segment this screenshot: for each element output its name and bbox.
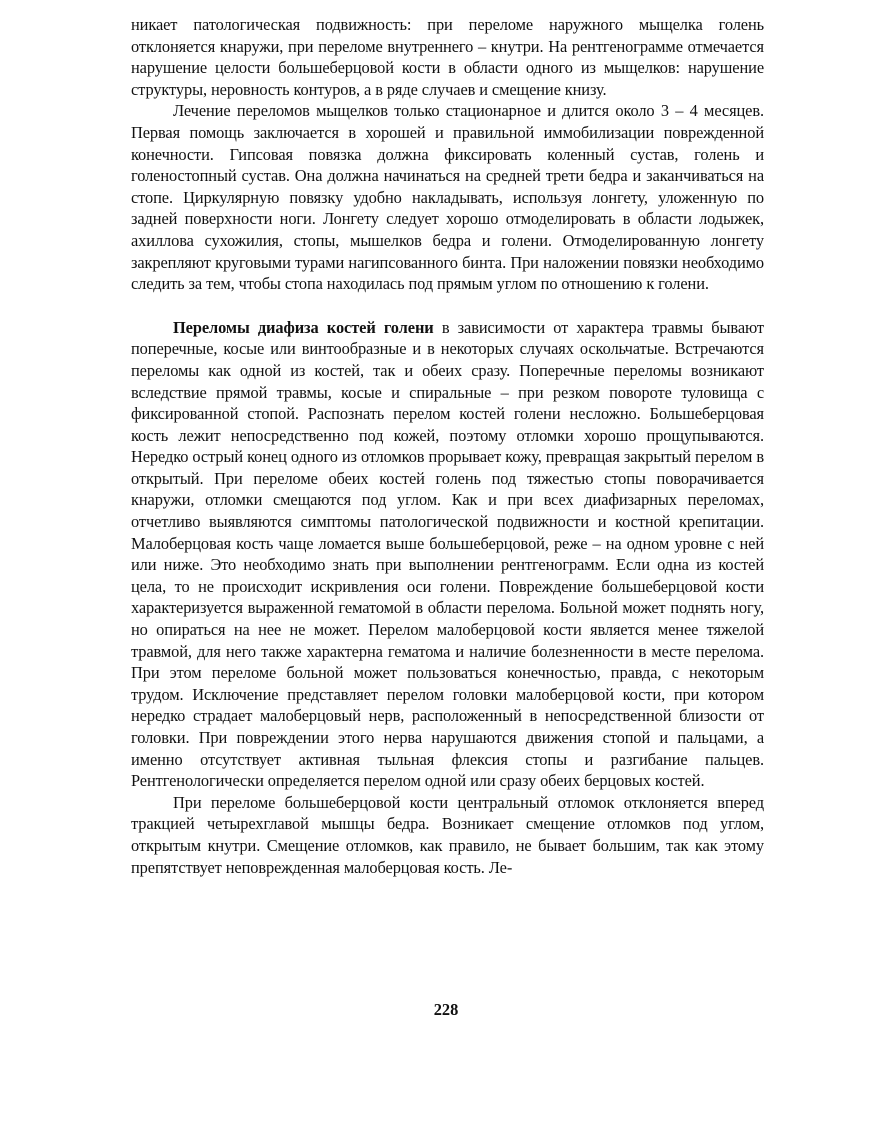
paragraph-3-text: в зависимости от характера травмы бывают поперечные, косые или винтообразные и в некоторых случаях оскольчатые. Встречаются переломы как одной из костей, так и обеих сразу. Поперечные переломы возникают вследствие прямой травмы, косые и спиральные – при резком повороте туловища с фиксированной стопой. Распознать перелом костей голени несложно. Большеберцовая кость лежит непосредственно под кожей, поэтому отломки хорошо прощупываются. Нередко острый конец одного из отломков прорывает кожу, превращая закрытый перелом в открытый. При переломе обеих костей голень под тяжестью стопы поворачивается кнаружи, отломки смещаются под углом. Как и при всех диафизарных переломах, отчетливо выявляются симптомы патологической подвижности и костной крепитации. Малоберцовая кость чаще ломается выше большеберцовой, реже – на одном уровне с ней или ниже. Это необходимо знать при выполнении рентгенограмм. Если одна из костей цела, то не происходит искривления оси голени. Повреждение большеберцовой кости характеризуется выраженной гематомой в области перелома. Больной может поднять ногу, но опираться на нее не может. Перелом малоберцовой кости является менее тяжелой травмой, для него также характерна гематома и наличие болезненности в месте перелома. При этом переломе больной может пользоваться конечностью, правда, с некоторым трудом. Исключение представляет перелом головки малоберцовой кости, при котором нередко страдает малоберцовый нерв, расположенный в непосредственной близости от головки. При повреждении этого нерва нарушаются движения стопой и пальцами, а именно отсутствует активная тыльная флексия стопы и разгибание пальцев. Рентгенологически определяется перелом одной или сразу обеих берцовых костей. <box>131 317 764 791</box>
page-number: 228 <box>433 1000 459 1019</box>
section-heading-inline: Переломы диафиза костей голени <box>173 317 434 337</box>
paragraph-4: При переломе большеберцовой кости центральный отломок отклоняется вперед тракцией четырехглавой мышцы бедра. Возникает смещение отломков под углом, открытым кнутри. Смещение отломков, как правило, не бывает большим, так как этому препятствует неповрежденная малоберцовая кость. Ле- <box>131 792 764 877</box>
paragraph-1: никает патологическая подвижность: при переломе наружного мыщелка голень отклоняется кнаружи, при переломе внутреннего – кнутри. На рентгенограмме отмечается нарушение целости большеберцовой кости в области одного из мыщелков: нарушение структуры, неровность контуров, а в ряде случаев и смещение книзу. <box>131 15 764 99</box>
document-page <box>131 14 764 878</box>
paragraph-2: Лечение переломов мыщелков только стационарное и длится около 3 – 4 месяцев. Первая помощь заключается в хорошей и правильной иммобилизации поврежденной конечности. Гипсовая повязка должна фиксировать коленный сустав, голень и голеностопный сустав. Она должна начинаться на средней трети бедра и заканчиваться на стопе. Циркулярную повязку удобно накладывать, используя лонгету, уложенную по задней поверхности ноги. Лонгету следует хорошо отмоделировать в области лодыжек, ахиллова сухожилия, стопы, мышелков бедра и голени. Отмоделированную лонгету закрепляют круговыми турами нагипсованного бинта. При наложении повязки необходимо следить за тем, чтобы стопа находилась под прямым углом по отношению к голени. <box>131 101 764 294</box>
paragraph-3 <box>131 317 764 792</box>
